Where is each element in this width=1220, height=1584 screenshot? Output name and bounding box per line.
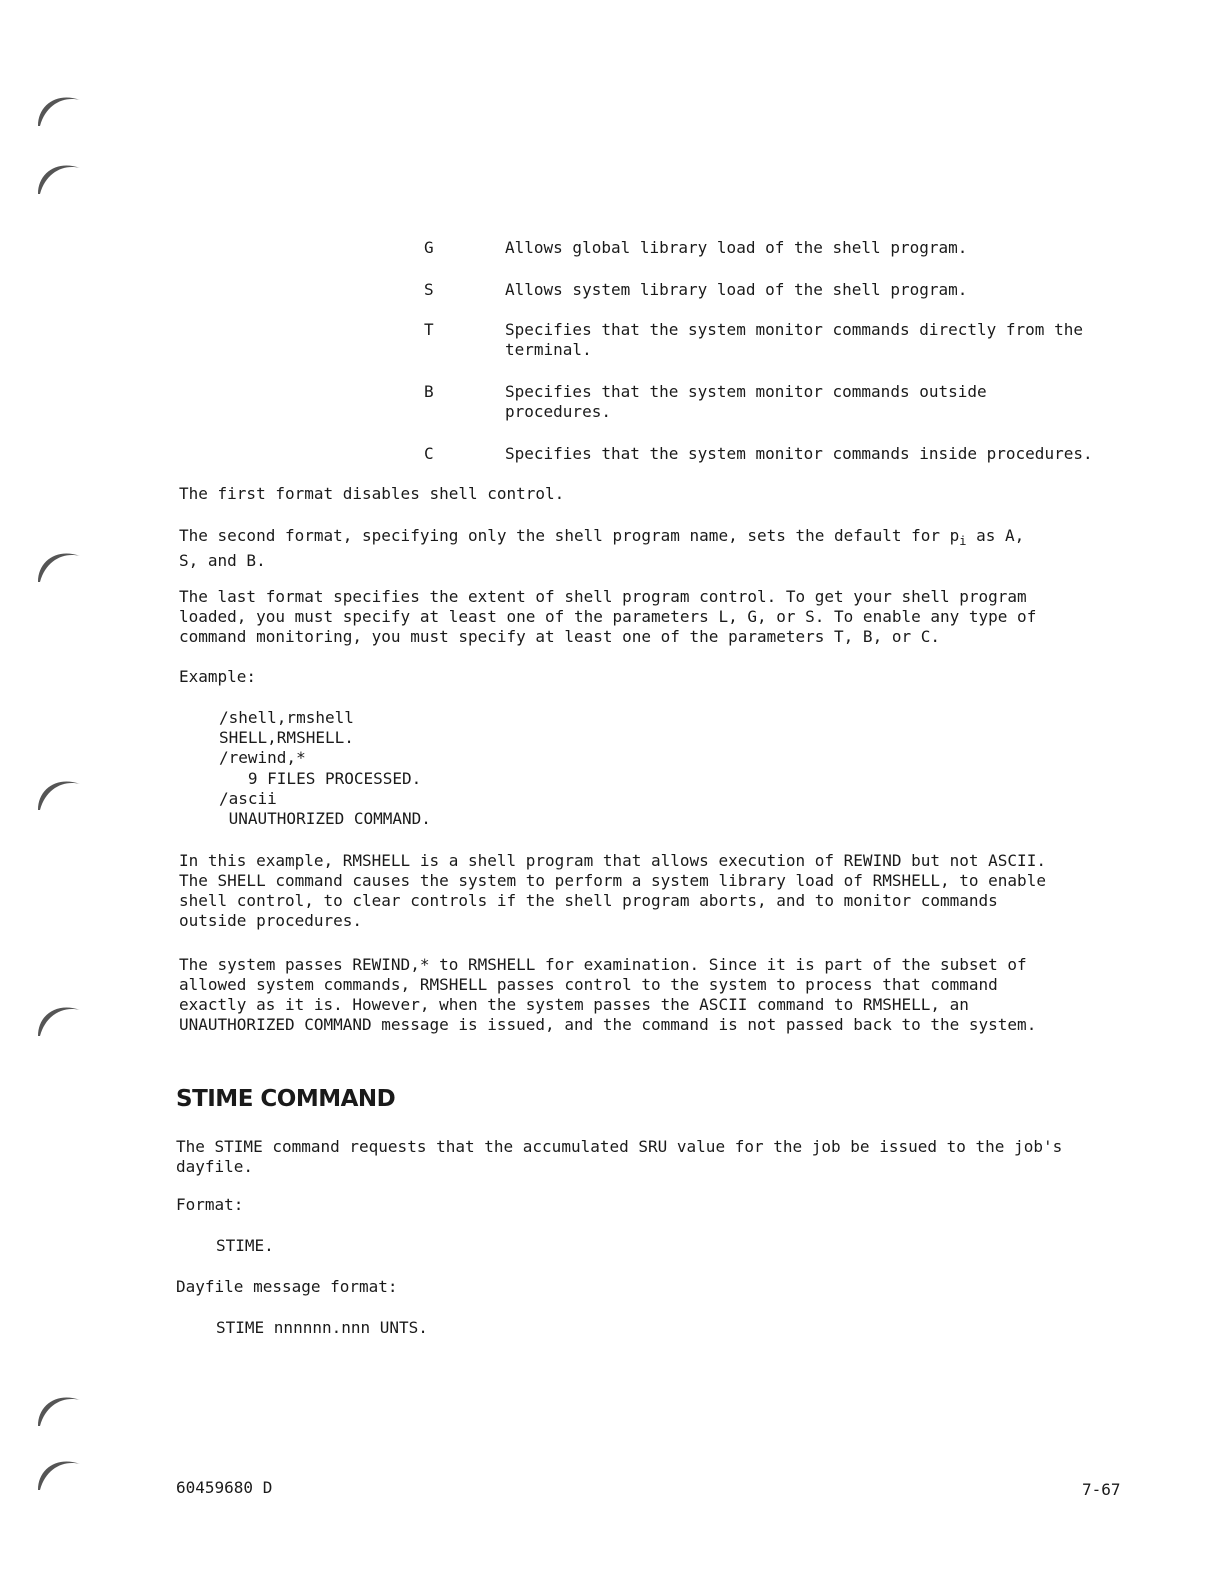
param-description: Allows global library load of the shell program.	[505, 238, 968, 257]
paragraph-explanation: In this example, RMSHELL is a shell program that allows execution of REWIND but not ASCII. The SHELL command causes the system to perform a system library load of RMSHELL, to enable shell control, to clear controls if the shell program aborts, and to monitor commands outside procedures.	[179, 851, 1046, 930]
punch-hole-icon	[30, 86, 86, 136]
paragraph-last-format: The last format specifies the extent of shell program control. To get your shell program loaded, you must specify at least one of the parameters L, G, or S. To enable any type of command monitoring, you must specify at least one of the parameters T, B, or C.	[179, 587, 1037, 646]
param-letter: S	[424, 280, 434, 299]
example-label: Example:	[179, 667, 257, 686]
param-letter: C	[424, 444, 434, 463]
code-line: /shell,rmshell	[219, 708, 354, 727]
punch-hole-icon	[30, 770, 86, 820]
code-line: /rewind,*	[219, 748, 306, 767]
stime-intro: The STIME command requests that the accumulated SRU value for the job be issued to the job's dayfile.	[176, 1137, 1063, 1176]
param-letter: G	[424, 238, 434, 257]
param-letter: T	[424, 320, 434, 339]
dayfile-label: Dayfile message format:	[176, 1277, 398, 1296]
punch-hole-icon	[30, 996, 86, 1046]
code-line: 9 FILES PROCESSED.	[219, 769, 422, 788]
punch-hole-icon	[30, 1386, 86, 1436]
paragraph-first-format: The first format disables shell control.	[179, 484, 565, 503]
code-line: /ascii	[219, 789, 277, 808]
page-number: 7-67	[1082, 1480, 1121, 1499]
dayfile-code: STIME nnnnnn.nnn UNTS.	[216, 1318, 428, 1337]
section-heading: STIME COMMAND	[176, 1086, 396, 1112]
param-letter: B	[424, 382, 434, 401]
param-description: Specifies that the system monitor commands outside procedures.	[505, 382, 987, 421]
param-description: Specifies that the system monitor commands directly from the terminal.	[505, 320, 1083, 359]
paragraph-explanation: The system passes REWIND,* to RMSHELL for examination. Since it is part of the subset of allowed system commands, RMSHELL passes control to the system to process that command exactly as it is. However, when the system passes the ASCII command to RMSHELL, an UNAUTHORIZED COMMAND message is issued, and the command is not passed back to the system.	[179, 955, 1037, 1034]
param-description: Allows system library load of the shell program.	[505, 280, 968, 299]
code-line: SHELL,RMSHELL.	[219, 728, 354, 747]
punch-hole-icon	[30, 542, 86, 592]
format-code: STIME.	[216, 1236, 274, 1255]
punch-hole-icon	[30, 1450, 86, 1500]
paragraph-second-format: The second format, specifying only the shell program name, sets the default for $p_i$ as A, S, and B.	[179, 526, 1025, 571]
doc-number: 60459680 D	[176, 1478, 273, 1497]
format-label: Format:	[176, 1195, 244, 1214]
code-line: UNAUTHORIZED COMMAND.	[219, 809, 431, 828]
param-description: Specifies that the system monitor commands inside procedures.	[505, 444, 1093, 463]
punch-hole-icon	[30, 154, 86, 204]
